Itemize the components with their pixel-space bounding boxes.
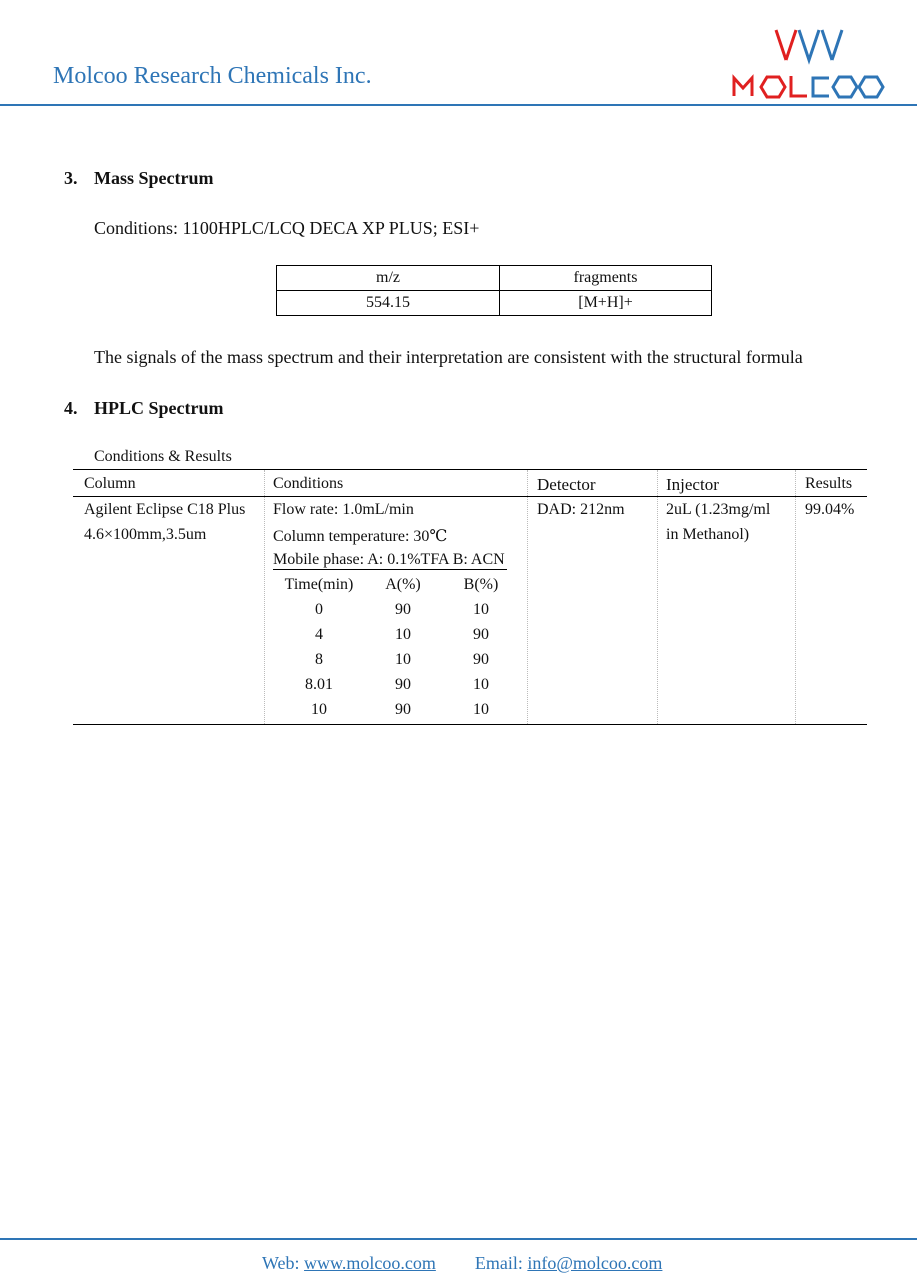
table-cell: 8.01 bbox=[305, 675, 333, 693]
gradient-table bbox=[274, 572, 520, 722]
column-line: Agilent Eclipse C18 Plus bbox=[84, 501, 246, 518]
gradient-header: Time(min) bbox=[284, 575, 354, 593]
ms-table bbox=[276, 265, 712, 316]
table-row bbox=[274, 597, 520, 622]
table-cell: 4 bbox=[315, 625, 323, 643]
footer bbox=[262, 1253, 662, 1274]
gradient-header: A(%) bbox=[385, 575, 421, 593]
table-cell: 90 bbox=[395, 600, 411, 618]
header-results: Results bbox=[805, 475, 853, 492]
table-cell: 90 bbox=[473, 650, 489, 668]
conditions-results-label: Conditions & Results bbox=[94, 448, 232, 465]
detector-value: DAD: 212nm bbox=[537, 501, 625, 518]
table-cell: 90 bbox=[473, 625, 489, 643]
table-cell: 10 bbox=[395, 625, 411, 643]
header-injector: Injector bbox=[666, 475, 719, 494]
column-divider bbox=[527, 470, 528, 724]
footer-rule bbox=[0, 1238, 917, 1240]
table-cell: 90 bbox=[395, 675, 411, 693]
web-label: Web: bbox=[262, 1253, 300, 1273]
molcoo-logo bbox=[729, 24, 889, 104]
header-column: Column bbox=[84, 475, 136, 492]
table-cell: 10 bbox=[395, 650, 411, 668]
table-row bbox=[274, 647, 520, 672]
ms-interpretation: The signals of the mass spectrum and their interpretation are consistent with the structural formula bbox=[94, 347, 803, 367]
gradient-header: B(%) bbox=[463, 575, 499, 593]
table-cell: [M+H]+ bbox=[500, 291, 712, 316]
table-cell: 90 bbox=[395, 700, 411, 718]
section-hplc-heading: 4. HPLC Spectrum bbox=[64, 398, 224, 418]
column-line: 4.6×100mm,3.5um bbox=[84, 526, 207, 543]
column-divider bbox=[795, 470, 796, 724]
column-divider bbox=[264, 470, 265, 724]
ms-conditions: Conditions: 1100HPLC/LCQ DECA XP PLUS; ESI+ bbox=[94, 218, 480, 238]
header-rule bbox=[0, 104, 917, 106]
condition-line: Flow rate: 1.0mL/min bbox=[273, 501, 414, 518]
injector-line: 2uL (1.23mg/ml bbox=[666, 501, 771, 518]
result-value: 99.04% bbox=[805, 501, 855, 518]
table-cell: 10 bbox=[473, 675, 489, 693]
email-link[interactable]: info@molcoo.com bbox=[527, 1253, 663, 1273]
table-cell: 10 bbox=[311, 700, 327, 718]
table-row bbox=[277, 291, 712, 316]
table-cell: 554.15 bbox=[277, 291, 500, 316]
company-name: Molcoo Research Chemicals Inc. bbox=[53, 63, 372, 89]
hplc-header-row bbox=[73, 470, 867, 497]
table-row bbox=[274, 697, 520, 722]
column-divider bbox=[657, 470, 658, 724]
section-mass-spectrum-heading: 3. Mass Spectrum bbox=[64, 168, 214, 188]
header-detector: Detector bbox=[537, 475, 596, 494]
injector-line: in Methanol) bbox=[666, 526, 750, 543]
table-cell: 10 bbox=[473, 600, 489, 618]
table-header-fragments: fragments bbox=[500, 266, 712, 291]
table-row bbox=[274, 572, 520, 597]
table-cell: 0 bbox=[315, 600, 323, 618]
condition-line: Column temperature: 30℃ bbox=[273, 528, 448, 545]
hplc-table bbox=[73, 469, 867, 725]
table-cell: 10 bbox=[473, 700, 489, 718]
table-row bbox=[274, 622, 520, 647]
table-header-mz: m/z bbox=[277, 266, 500, 291]
web-link[interactable]: www.molcoo.com bbox=[304, 1253, 436, 1273]
table-cell: 8 bbox=[315, 650, 323, 668]
table-row bbox=[277, 266, 712, 291]
header-conditions: Conditions bbox=[273, 475, 344, 492]
table-row bbox=[274, 672, 520, 697]
condition-line: Mobile phase: A: 0.1%TFA B: ACN bbox=[273, 551, 505, 568]
email-label: Email: bbox=[474, 1253, 523, 1273]
